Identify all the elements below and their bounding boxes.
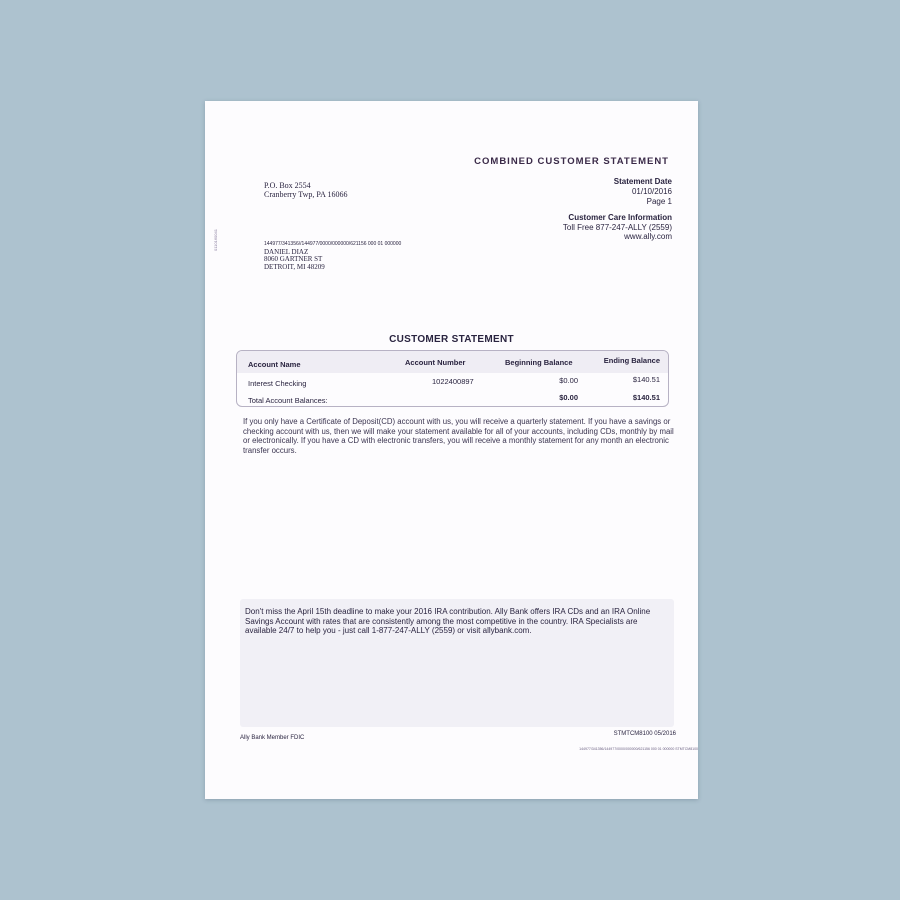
- promo-text: Don't miss the April 15th deadline to make your 2016 IRA contribution. Ally Bank offers IRA CDs and an IRA Online Savings Account with rates that are consistently among the most competitive in the country. IRA Specialists are available 24/7 to help you - just call 1-877-247-ALLY (2559) or visit allybank.com.: [245, 607, 651, 636]
- statement-notice: If you only have a Certificate of Deposit(CD) account with us, you will receive a quarterly statement. If you have a savings or checking account with us, then we will make your statement available for all of your accounts, including CDs, monthly by mail or electronically. If you have a CD with electronic transfers, you will receive a monthly statement for any month an electronic transfer occurs.: [243, 417, 674, 455]
- statement-date-label: Statement Date: [613, 177, 672, 186]
- row-account-name: Interest Checking: [248, 379, 307, 388]
- return-address: [264, 181, 347, 199]
- customer-care-block: [563, 213, 672, 242]
- mailing-city: DETROIT, MI 48209: [264, 262, 325, 271]
- promo-box: [240, 599, 674, 727]
- return-address-line2: Cranberry Twp, PA 16066: [264, 190, 348, 199]
- col-account-number: Account Number: [405, 358, 466, 367]
- mailing-address: [264, 241, 401, 271]
- total-beginning-balance: $0.00: [559, 393, 578, 402]
- mailing-name: DANIEL DIAZ: [264, 247, 309, 256]
- return-address-line1: P.O. Box 2554: [264, 181, 311, 190]
- mailing-code: 144977/341356//144977/0000/000000/621156 000 01 000000: [264, 241, 402, 247]
- tracking-code: 144977/341356/144977/0000/000000/621156 000 01 000000 STMTCM8100: [579, 747, 698, 751]
- statement-title: COMBINED CUSTOMER STATEMENT: [474, 156, 669, 167]
- mailing-street: 8060 GARTNER ST: [264, 255, 323, 263]
- row-ending-balance: $140.51: [632, 375, 660, 384]
- website-link: www.ally.com: [624, 232, 672, 241]
- row-beginning-balance: $0.00: [559, 376, 578, 385]
- total-ending-balance: $140.51: [632, 393, 660, 402]
- col-ending-balance: Ending Balance: [603, 356, 660, 365]
- customer-care-label: Customer Care Information: [568, 213, 672, 222]
- statement-page: [205, 101, 698, 799]
- toll-free-number: Toll Free 877-247-ALLY (2559): [562, 222, 672, 232]
- row-account-number: 1022400897: [432, 377, 474, 386]
- col-account-name: Account Name: [248, 360, 301, 369]
- fdic-notice: Ally Bank Member FDIC: [240, 735, 305, 741]
- account-table: [236, 350, 669, 407]
- statement-date: 01/10/2016: [631, 187, 672, 196]
- col-beginning-balance: Beginning Balance: [505, 358, 573, 367]
- statement-date-block: [614, 177, 672, 207]
- total-label: Total Account Balances:: [248, 396, 328, 405]
- side-code: 0110160041: [213, 229, 218, 251]
- form-code: STMTCM8100 05/2016: [613, 731, 676, 737]
- customer-statement-title: CUSTOMER STATEMENT: [389, 334, 514, 345]
- page-number: Page 1: [646, 197, 672, 206]
